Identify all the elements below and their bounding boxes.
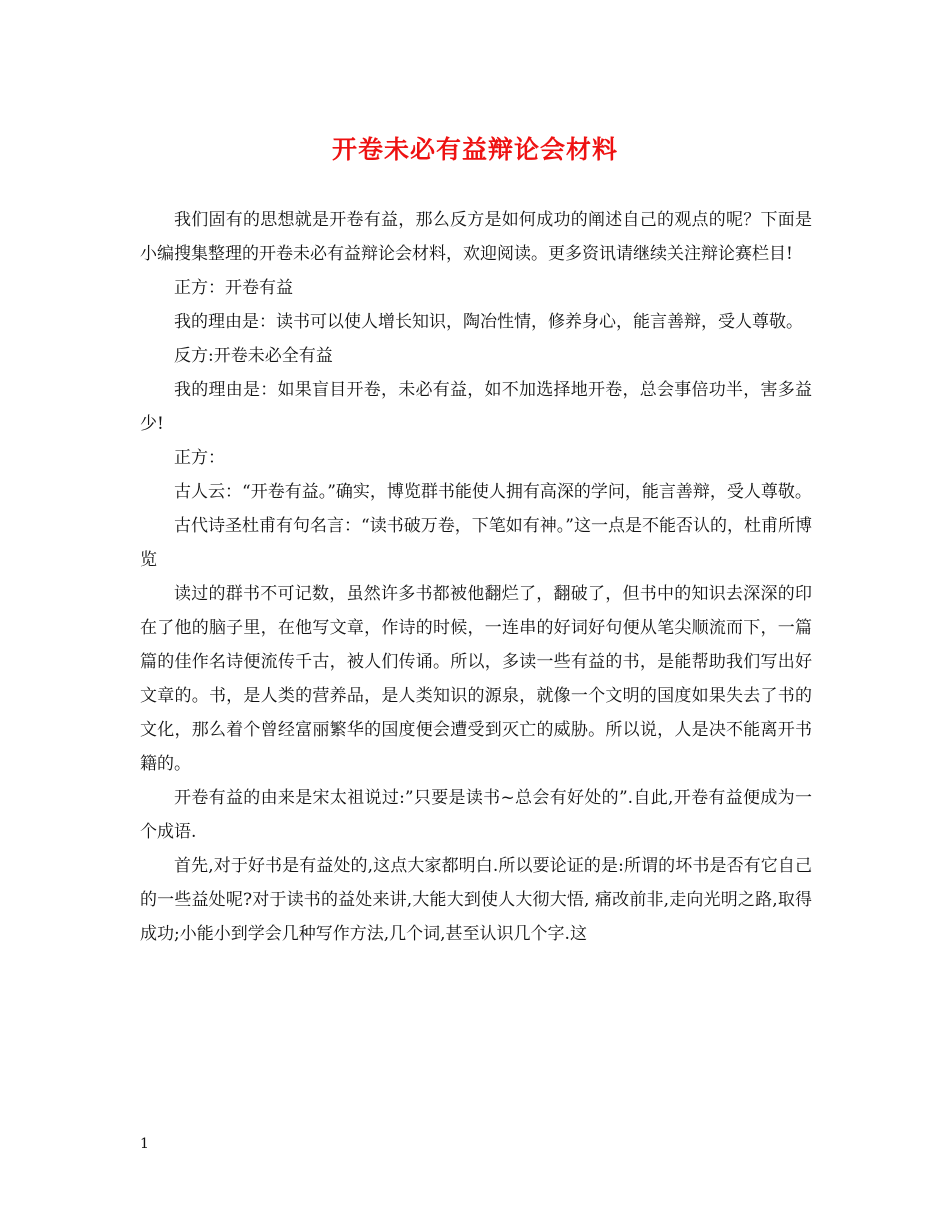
document-body (140, 203, 812, 951)
paragraph-idiom-origin: 开卷有益的由来是宋太祖说过:”只要是读书~总会有好处的”.自此,开卷有益便成为一个成语. (140, 788, 812, 842)
paragraph-intro: 我们固有的思想就是开卷有益，那么反方是如何成功的阐述自己的观点的呢？下面是小编搜集整理的开卷未必有益辩论会材料，欢迎阅读。更多资讯请继续关注辩论赛栏目! (140, 210, 812, 264)
paragraph-negative-heading: 反方:开卷未必全有益 (174, 346, 333, 366)
paragraph-negative-reason: 我的理由是：如果盲目开卷，未必有益，如不加选择地开卷，总会事倍功半，害多益少! (140, 380, 812, 434)
paragraph-affirmative-heading: 正方：开卷有益 (174, 278, 293, 298)
paragraph-affirmative-reason: 我的理由是：读书可以使人增长知识，陶冶性情，修养身心，能言善辩，受人尊敬。 (174, 312, 803, 332)
paragraph-first-argument: 首先,对于好书是有益处的,这点大家都明白.所以要论证的是:所谓的坏书是否有它自己的一些益处呢?对于读书的益处来讲,大能大到使人大彻大悟, 痛改前非,走向光明之路,取得成功;小能小到学会几种写作方法,几个词,甚至认识几个字.这 (140, 856, 812, 944)
document-title: 开卷未必有益辩论会材料 (331, 135, 618, 164)
paragraph-du-fu-quote: 古代诗圣杜甫有句名言：“读书破万卷，下笔如有神。”这一点是不能否认的，杜甫所博览 (140, 516, 812, 570)
paragraph-affirmative-label: 正方： (174, 448, 225, 468)
page-number: 1 (140, 1136, 149, 1152)
paragraph-books-read: 读过的群书不可记数，虽然许多书都被他翻烂了，翻破了，但书中的知识去深深的印在了他的脑子里，在他写文章，作诗的时候，一连串的好词好句便从笔尖顺流而下，一篇篇的佳作名诗便流传千古，被人们传诵。所以，多读一些有益的书，是能帮助我们写出好文章的。书，是人类的营养品，是人类知识的源泉，就像一个文明的国度如果失去了书的文化，那么着个曾经富丽繁华的国度便会遭受到灭亡的威胁。所以说，人是决不能离开书籍的。 (140, 584, 812, 774)
paragraph-ancient-quote: 古人云：“开卷有益。”确实，博览群书能使人拥有高深的学问，能言善辩，受人尊敬。 (174, 482, 812, 502)
